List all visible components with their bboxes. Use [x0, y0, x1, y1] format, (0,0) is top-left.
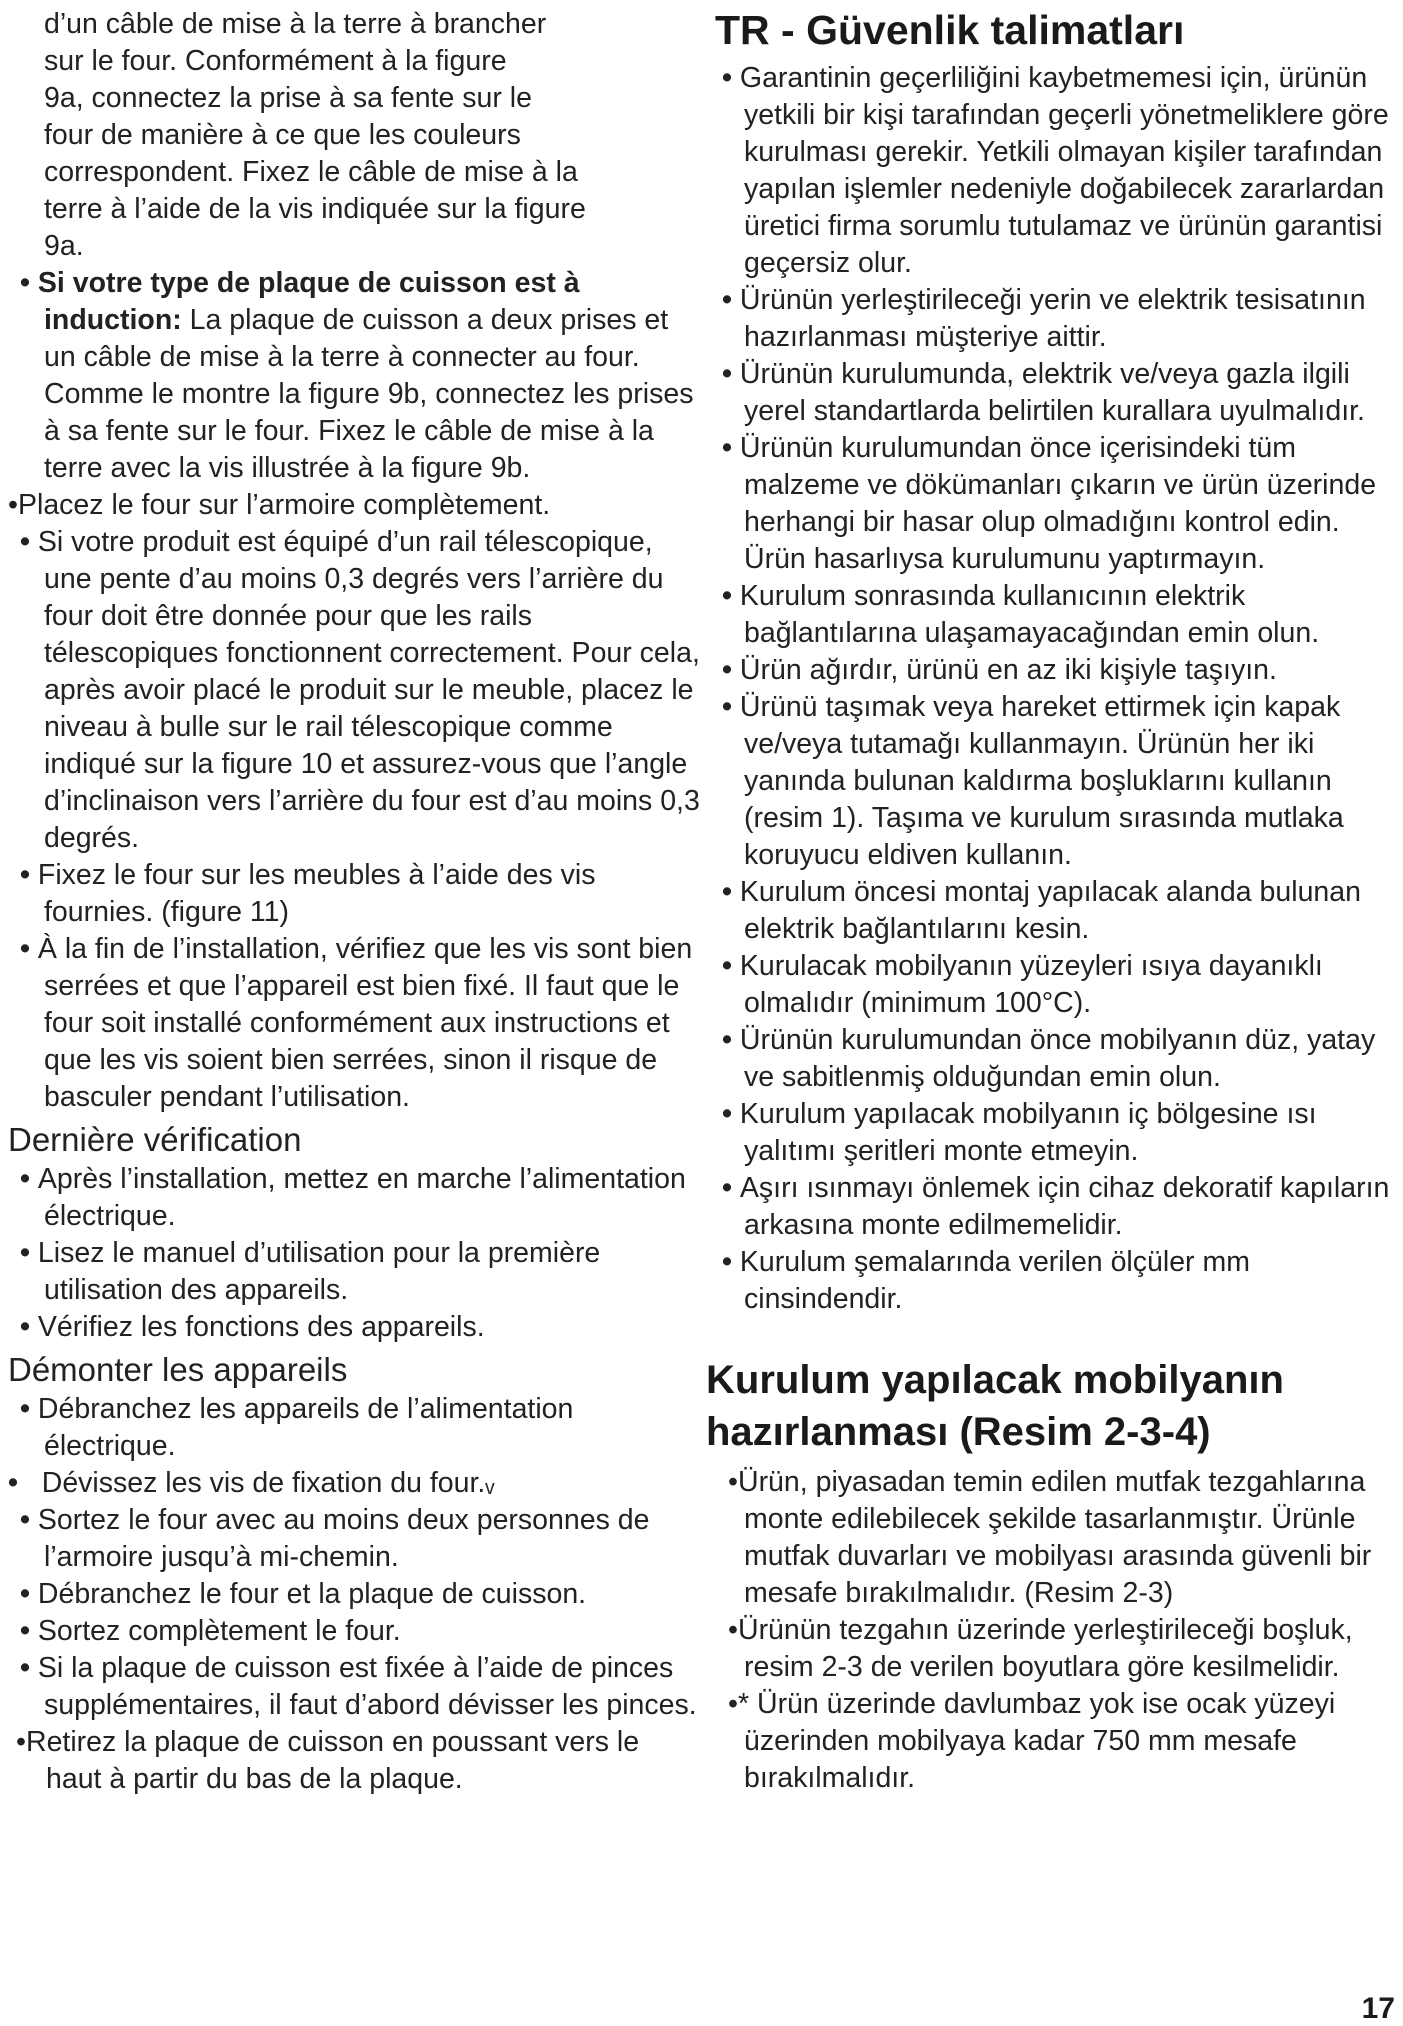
list-item: • Garantinin geçerliliğini kaybetmemesi için, ürünün yetkili bir kişi tarafından geçerli yönetmeliklere göre kurulması gerekir. Yetkili olmayan kişiler tarafından yapılan işlemler nedeniyle doğabilecek zararlardan üretici firma sorumlu tutulamaz ve ürünün garantisi geçersiz olur. — [722, 62, 1389, 279]
heading-derniere-verification: Dernière vérification — [8, 1121, 302, 1158]
heading-demonter-appareils: Démonter les appareils — [8, 1351, 348, 1388]
list-item: • Ürünü taşımak veya hareket ettirmek için kapak ve/veya tutamağı kullanmayın. Ürünün her iki yanında bulunan kaldırma boşluklarını kullanın (resim 1). Taşıma ve kurulum sırasında mutlaka koruyucu eldiven kullanın. — [722, 691, 1344, 871]
list-item: • Si la plaque de cuisson est fixée à l’aide de pinces supplémentaires, il faut d’abord dévisser les pinces. — [20, 1652, 697, 1721]
list-item: • Ürünün kurulumundan önce içerisindeki tüm malzeme ve dökümanları çıkarın ve ürün üzerinde herhangi bir hasar olup olmadığını kontrol edin. Ürün hasarlıysa kurulumunu yaptırmayın. — [722, 432, 1377, 575]
list-item: • Vérifiez les fonctions des appareils. — [20, 1311, 485, 1343]
list-item: • Kurulum yapılacak mobilyanın iç bölgesine ısı yalıtımı şeritleri monte etmeyin. — [722, 1098, 1317, 1167]
list-item: • Kurulum sonrasında kullanıcının elektrik bağlantılarına ulaşamayacağından emin olun. — [722, 580, 1320, 649]
list-item: • Kurulacak mobilyanın yüzeyleri ısıya dayanıklı olmalıdır (minimum 100°C). — [722, 950, 1323, 1019]
list-item: •Retirez la plaque de cuisson en poussant vers le haut à partir du bas de la plaque. — [16, 1726, 640, 1795]
right-column — [700, 6, 1390, 1797]
list-item: •Ürün, piyasadan temin edilen mutfak tezgahlarına monte edilebilecek şekilde tasarlanmıştır. Ürünle mutfak duvarları ve mobilyası arasında güvenli bir mesafe bırakılmalıdır. (Resim 2-3) — [728, 1466, 1372, 1609]
list-item: • Si votre type de plaque de cuisson est à induction: La plaque de cuisson a deux prises et un câble de mise à la terre à connecter au four. Comme le montre la figure 9b, connectez les prises à sa fente sur le four. Fixez le câble de mise à la terre avec la vis illustrée à la figure 9b. — [20, 267, 694, 484]
list-item: •Ürünün tezgahın üzerinde yerleştirileceği boşluk, resim 2-3 de verilen boyutlara göre kesilmelidir. — [728, 1614, 1353, 1683]
list-item: • Lisez le manuel d’utilisation pour la première utilisation des appareils. — [20, 1237, 601, 1306]
list-item: • Ürünün kurulumundan önce mobilyanın düz, yatay ve sabitlenmiş olduğundan emin olun. — [722, 1024, 1376, 1093]
list-item: • Débranchez les appareils de l’alimentation électrique. — [20, 1393, 574, 1462]
list-item: • Si votre produit est équipé d’un rail télescopique, une pente d’au moins 0,3 degrés vers l’arrière du four doit être donnée pour que les rails télescopiques fonctionnent correctement. Pour cela, après avoir placé le produit sur le meuble, placez le niveau à bulle sur le rail télescopique comme indiqué sur la figure 10 et assurez-vous que l’angle d’inclinaison vers l’arrière du four est d’au moins 0,3 degrés. — [20, 526, 700, 854]
list-item: • Débranchez le four et la plaque de cuisson. — [20, 1578, 587, 1610]
page-number: 17 — [1361, 1992, 1395, 2025]
list-item: • Aşırı ısınmayı önlemek için cihaz dekoratif kapıların arkasına monte edilmemelidir. — [722, 1172, 1390, 1241]
list-item: • Fixez le four sur les meubles à l’aide des vis fournies. (figure 11) — [20, 859, 596, 928]
list-item: •Placez le four sur l’armoire complètement. — [8, 489, 551, 521]
list-item: • Dévissez les vis de fixation du four.ᵥ — [8, 1467, 495, 1499]
list-item: •* Ürün üzerinde davlumbaz yok ise ocak yüzeyi üzerinden mobilyaya kadar 750 mm mesafe bırakılmalıdır. — [728, 1688, 1336, 1794]
induction-label: Si votre type de plaque de cuisson est à induction: — [37, 267, 580, 336]
heading-guvenlik-talimatlari: TR - Güvenlik talimatları — [715, 7, 1185, 53]
list-item: • Sortez complètement le four. — [20, 1615, 401, 1647]
list-item: • Ürün ağırdır, ürünü en az iki kişiyle taşıyın. — [722, 654, 1277, 686]
list-item: • Kurulum şemalarında verilen ölçüler mm cinsindendir. — [722, 1246, 1250, 1315]
list-item: • À la fin de l’installation, vérifiez que les vis sont bien serrées et que l’appareil est bien fixé. Il faut que le four soit installé conformément aux instructions et que les vis soient bien serrées, sinon il risque de basculer pendant l’utilisation. — [20, 933, 693, 1113]
list-item: • Sortez le four avec au moins deux personnes de l’armoire jusqu’à mi-chemin. — [20, 1504, 650, 1573]
list-item: • Après l’installation, mettez en marche l’alimentation électrique. — [20, 1163, 686, 1232]
list-item: • Ürünün yerleştirileceği yerin ve elektrik tesisatının hazırlanması müşteriye aittir. — [722, 284, 1366, 353]
list-item: • Ürünün kurulumunda, elektrik ve/veya gazla ilgili yerel standartlarda belirtilen kurallara uyulmalıdır. — [722, 358, 1365, 427]
list-item: • Kurulum öncesi montaj yapılacak alanda bulunan elektrik bağlantılarını kesin. — [722, 876, 1361, 945]
heading-mobilya-hazirlanmasi: Kurulum yapılacak mobilyanın hazırlanması (Resim 2-3-4) — [706, 1358, 1284, 1454]
intro-paragraph: d’un câble de mise à la terre à brancher sur le four. Conformément à la figure 9a, connectez la prise à sa fente sur le four de manière à ce que les couleurs correspondent. Fixez le câble de mise à la terre à l’aide de la vis indiquée sur la figure 9a. — [44, 8, 586, 262]
left-column — [0, 6, 700, 1798]
